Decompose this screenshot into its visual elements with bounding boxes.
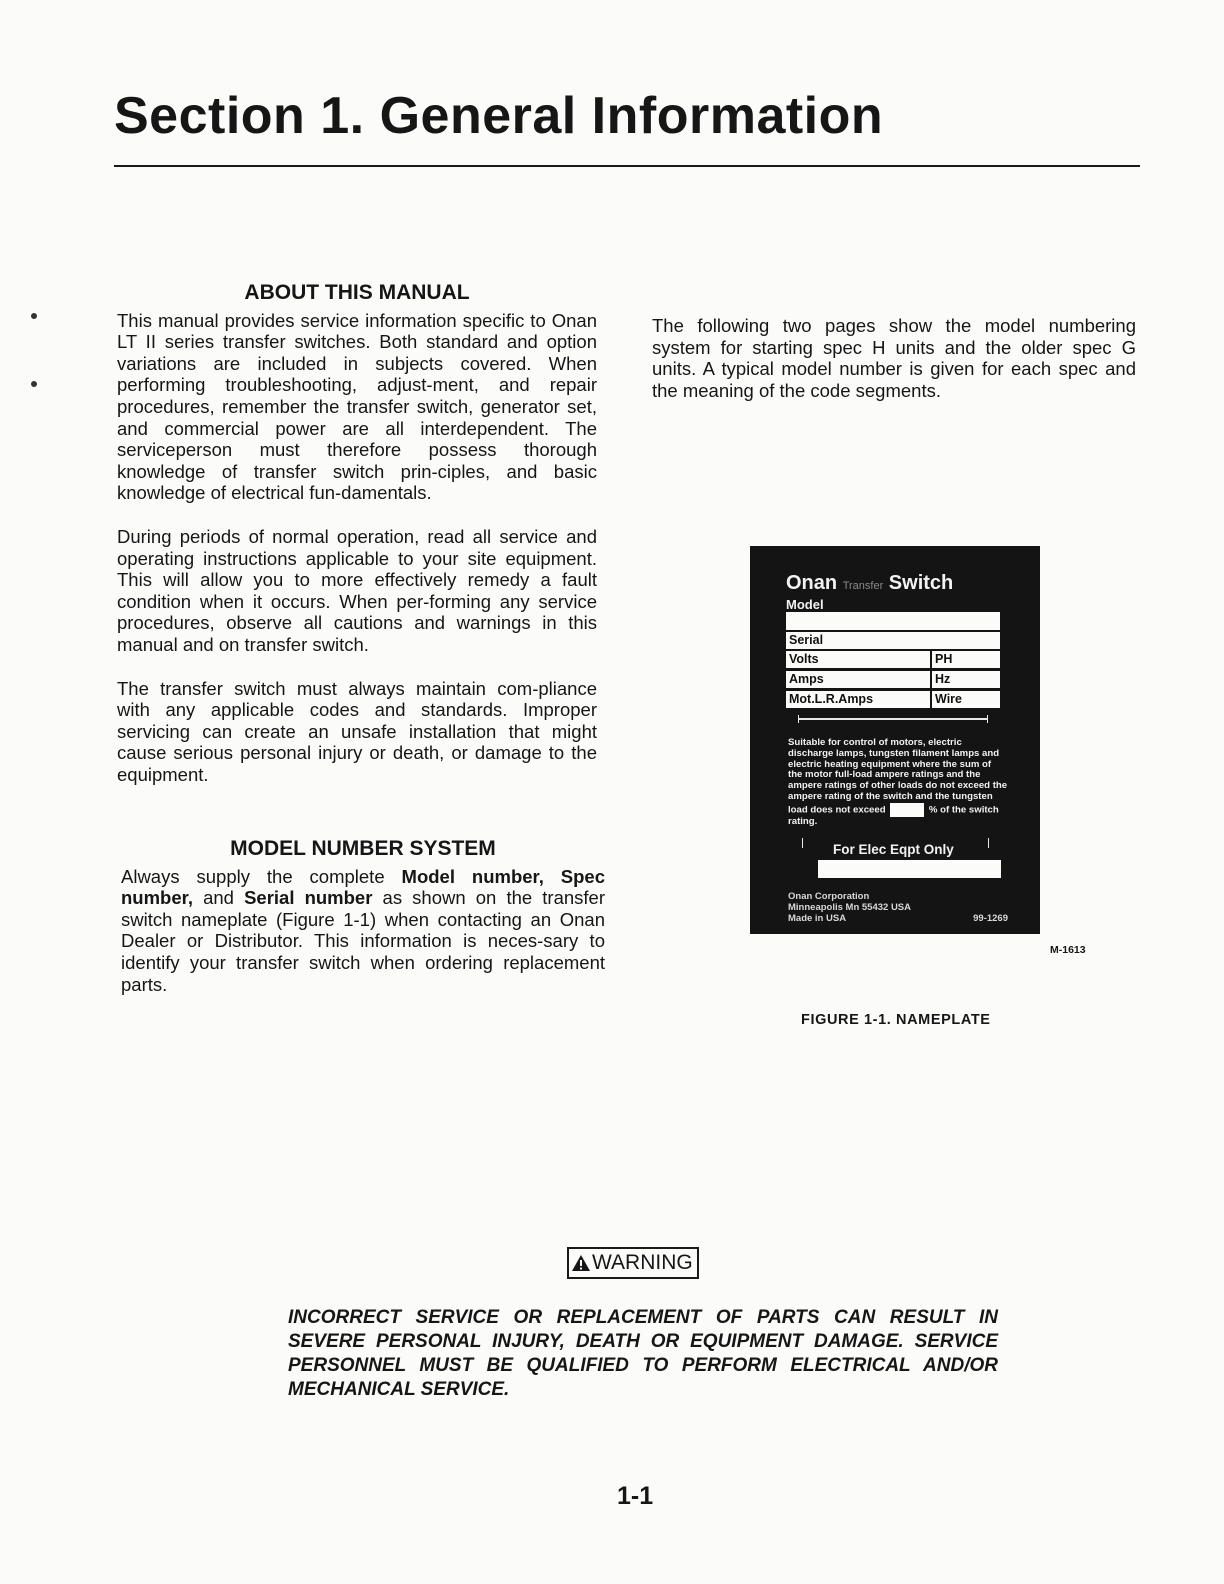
model-number-bold-serial: Serial number [244,887,373,909]
page-title: Section 1. General Information [114,87,884,145]
warning-label: WARNING [592,1251,693,1274]
nameplate-corp-line-2: Minneapolis Mn 55432 USA [788,902,912,913]
warning-triangle-icon [571,1254,591,1272]
nameplate-corp-code: 99-1269 [973,913,1008,924]
about-paragraph-3: The transfer switch must always maintain com-pliance with any applicable codes and standards. Improper servicing can create an unsafe installation that might cause serious personal injury or death, or damage to the equipment. [117,677,597,785]
nameplate-volts-field: Volts [786,651,930,668]
page-number: 1-1 [617,1482,654,1510]
model-numbering-intro [652,315,1136,401]
nameplate-model-box [786,612,1000,630]
figure-caption: FIGURE 1-1. NAMEPLATE [801,1012,991,1028]
nameplate-wire-field: Wire [932,691,1000,708]
about-paragraph-2: During periods of normal operation, read all service and operating instructions applicable to your site equipment. This will allow you to more effectively remedy a fault condition when it occurs. When per-forming any service procedures, observe all cautions and warnings in this manual and on transfer switch. [117,525,597,655]
nameplate-suitability-main: Suitable for control of motors, electric discharge lamps, tungsten filament lamps and electric heating equipment where the sum of the motor full-load ampere ratings and the ampere ratings of other loads do not exceed the ampere rating of the switch and the tungsten load does not exceed [788,737,1008,816]
nameplate-brand-onan: Onan [786,572,838,594]
model-number-rest: as shown on the transfer switch nameplate (Figure 1-1) when contacting an Onan Dealer or Distributor. This information is neces-sary to identify your transfer switch when ordering replacement parts. [121,887,605,995]
nameplate-corp-row [788,913,1008,924]
model-number-bold-model: Model number, Spec number, [121,865,606,909]
nameplate-percent-box [890,803,924,817]
nameplate-amps-field: Amps [786,671,930,688]
warning-label-box [567,1247,699,1279]
nameplate-ph-field: PH [932,651,1000,668]
nameplate-hz-field: Hz [932,671,1000,688]
nameplate-elec-label: For Elec Eqpt Only [833,842,954,857]
model-number-intro: Always supply the complete [121,865,402,887]
nameplate-scale-tick [798,715,799,723]
title-rule [114,165,1140,167]
nameplate-brand [786,572,953,595]
nameplate-brand-middle: Transfer [842,580,884,592]
nameplate-elec-tick [802,838,803,848]
nameplate-mot-lr-amps-field: Mot.L.R.Amps [786,691,930,708]
warning-text: INCORRECT SERVICE OR REPLACEMENT OF PARTS CAN RESULT IN SEVERE PERSONAL INJURY, DEATH OR EQUIPMENT DAMAGE. SERVICE PERSONNEL MUST BE QUALIFIED TO PERFORM ELECTRICAL AND/OR MECHANICAL SERVICE. [288,1307,998,1400]
binder-dot [31,381,37,387]
nameplate-suitability-text [788,738,1008,828]
nameplate-brand-switch: Switch [888,572,954,594]
model-number-heading: MODEL NUMBER SYSTEM [230,837,496,860]
nameplate-elec-tick [988,838,989,848]
right-column-paragraph: The following two pages show the model numbering system for starting spec H units and the older spec G units. A typical model number is given for each spec and the meaning of the code segments. [652,315,1136,401]
figure-code: M-1613 [1050,944,1086,956]
model-number-section [121,838,605,995]
nameplate-bottom-box [818,860,1001,878]
model-number-mid: and [192,887,245,909]
about-section [117,282,597,785]
binder-dot [31,313,37,319]
nameplate-scale-tick [987,715,988,723]
about-paragraph-1: This manual provides service information specific to Onan LT II series transfer switches. Both standard and option variations are included in subjects covered. When performing troubleshooting, adjust-ment, and repair procedures, remember the transfer switch, generator set, and commercial power are all interdependent. The serviceperson must therefore possess thorough knowledge of transfer switch prin-ciples, and basic knowledge of electrical fun-damentals. [117,309,597,504]
nameplate-serial-field: Serial [786,632,1000,649]
nameplate-suitability-suffix: % of the switch rating. [788,804,999,827]
nameplate-corp-made: Made in USA [788,913,847,924]
nameplate-model-label: Model [786,597,824,612]
about-heading: ABOUT THIS MANUAL [244,281,470,304]
nameplate-corporation-block [788,891,1008,924]
nameplate-corp-line-1: Onan Corporation [788,891,870,902]
nameplate-figure [750,546,1040,934]
nameplate-scale-line [798,718,988,720]
model-number-paragraph [121,866,605,996]
